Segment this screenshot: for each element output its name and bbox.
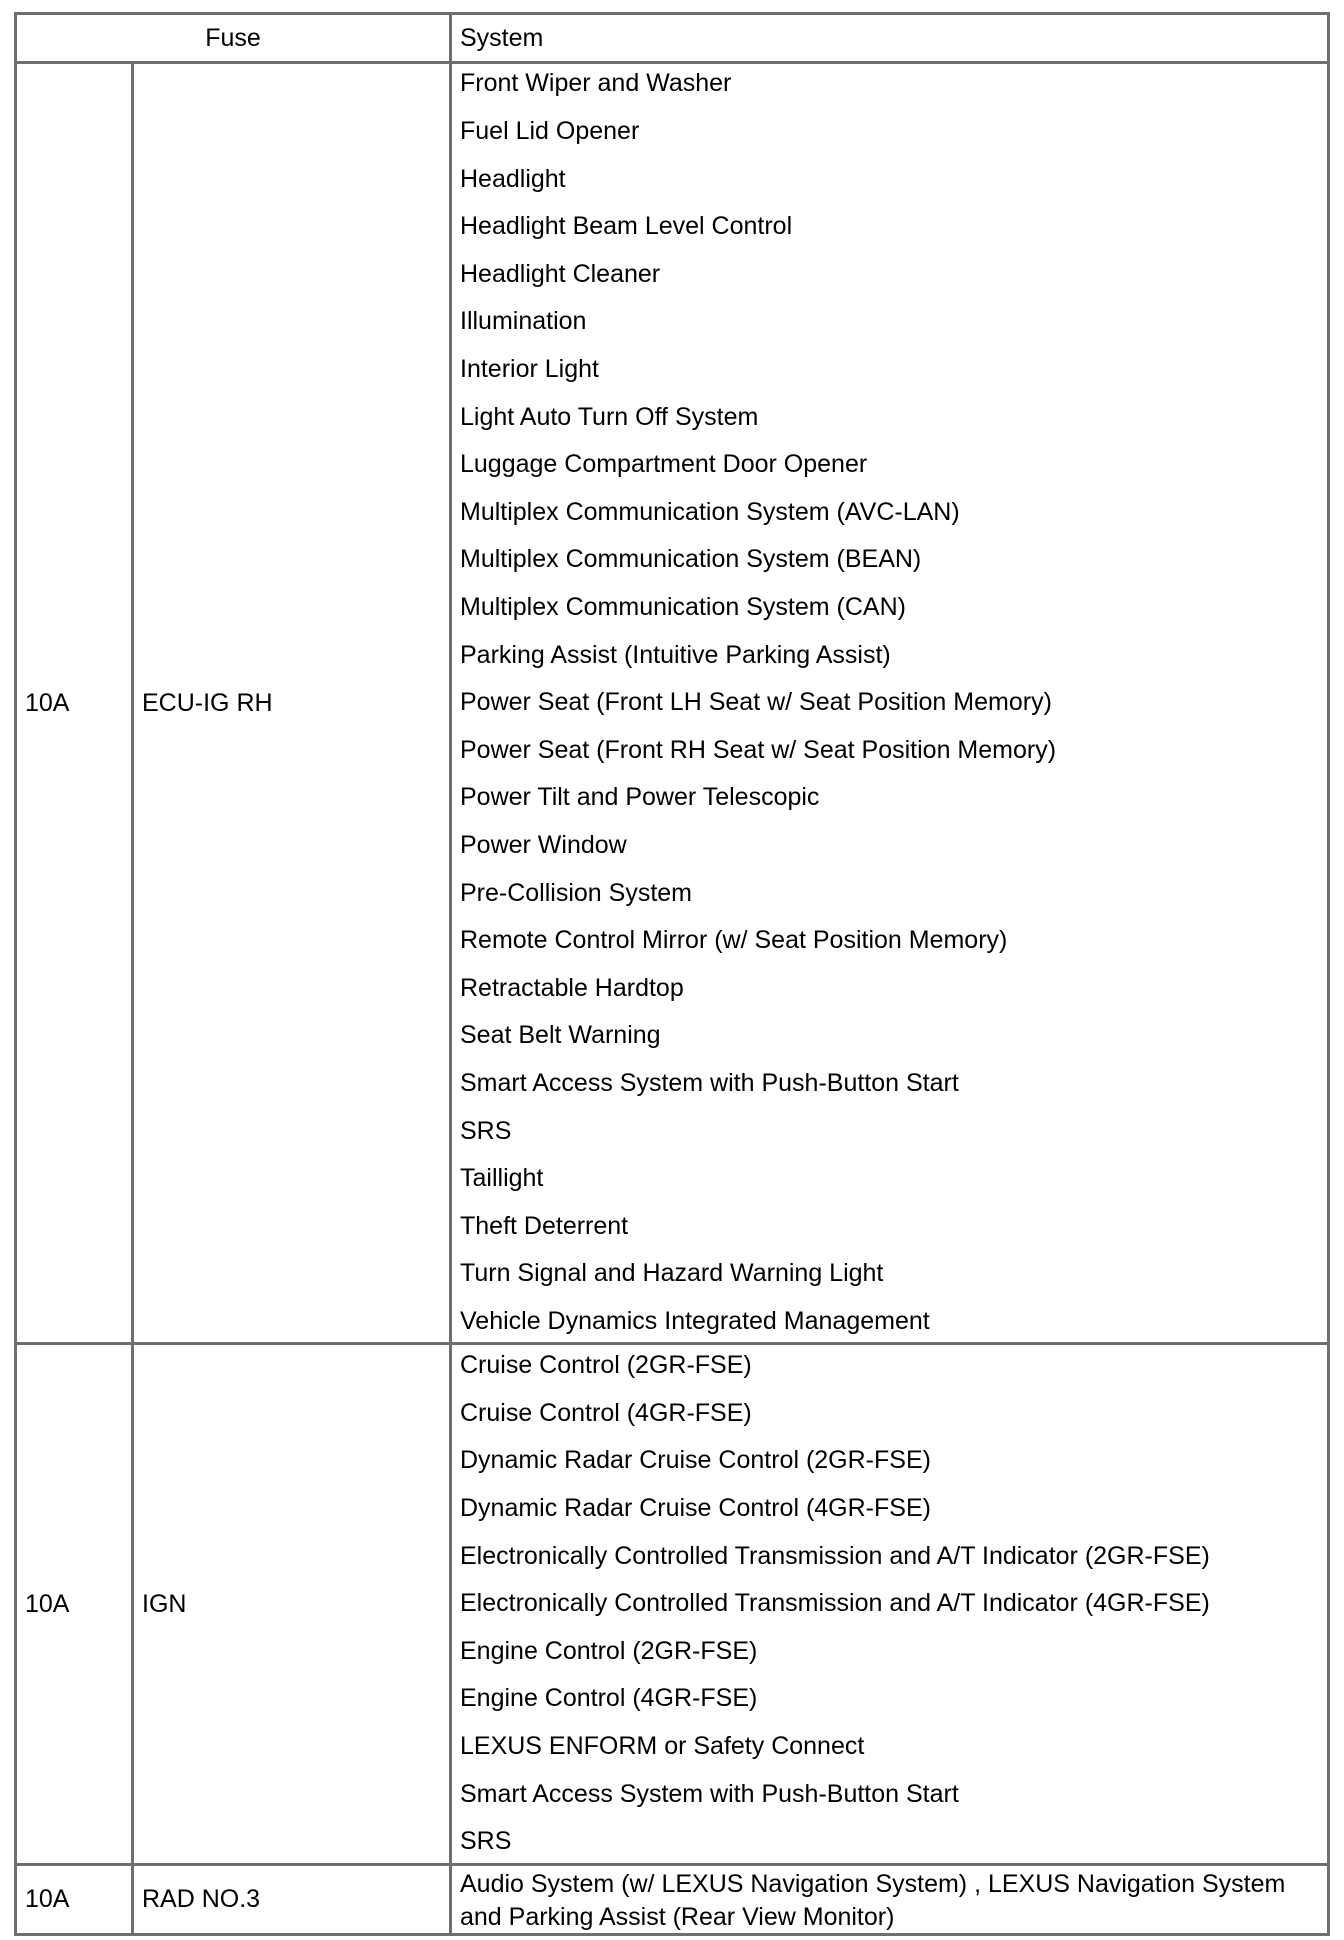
system-item: Luggage Compartment Door Opener — [460, 450, 868, 479]
system-item: Light Auto Turn Off System — [460, 402, 759, 431]
system-item: LEXUS ENFORM or Safety Connect — [460, 1731, 865, 1760]
system-item: Multiplex Communication System (CAN) — [460, 593, 906, 622]
system-item: Turn Signal and Hazard Warning Light — [460, 1259, 884, 1288]
system-item: Front Wiper and Washer — [460, 69, 732, 98]
system-item: Engine Control (2GR-FSE) — [460, 1636, 758, 1665]
system-item: Parking Assist (Intuitive Parking Assist) — [460, 640, 891, 669]
system-item: Dynamic Radar Cruise Control (4GR-FSE) — [460, 1494, 931, 1523]
system-item: Theft Deterrent — [460, 1211, 629, 1240]
fuse-name: ECU-IG RH — [134, 64, 452, 1342]
system-item: Pre-Collision System — [460, 878, 693, 907]
table-row — [17, 1342, 1327, 1863]
system-item: Power Tilt and Power Telescopic — [460, 783, 820, 812]
system-item: Cruise Control (2GR-FSE) — [460, 1351, 752, 1380]
system-item: Power Seat (Front RH Seat w/ Seat Position Memory) — [460, 735, 1057, 764]
system-item: Illumination — [460, 307, 587, 336]
table-row — [17, 1863, 1327, 1933]
system-item: Smart Access System with Push-Button Start — [460, 1068, 959, 1097]
system-item: Headlight Cleaner — [460, 259, 661, 288]
header-fuse: Fuse — [17, 15, 452, 61]
system-item: Taillight — [460, 1164, 544, 1193]
table-body — [17, 61, 1327, 1933]
fuse-amperage: 10A — [17, 1866, 134, 1933]
system-item: Vehicle Dynamics Integrated Management — [460, 1306, 930, 1335]
system-list — [452, 64, 1327, 1342]
system-item: Smart Access System with Push-Button Start — [460, 1779, 959, 1808]
system-item: Dynamic Radar Cruise Control (2GR-FSE) — [460, 1446, 931, 1475]
system-item: Multiplex Communication System (AVC-LAN) — [460, 497, 960, 526]
system-item: Electronically Controlled Transmission and A/T Indicator (4GR-FSE) — [460, 1589, 1210, 1618]
system-item: Headlight — [460, 164, 566, 193]
header-system-label: System — [460, 23, 544, 52]
fuse-table — [14, 12, 1330, 1936]
system-item: Fuel Lid Opener — [460, 117, 640, 146]
system-item: Seat Belt Warning — [460, 1021, 661, 1050]
fuse-name: RAD NO.3 — [134, 1866, 452, 1933]
fuse-amperage: 10A — [17, 1345, 134, 1863]
fuse-amperage: 10A — [17, 64, 134, 1342]
system-item: SRS — [460, 1827, 512, 1856]
system-item: Power Seat (Front LH Seat w/ Seat Position Memory) — [460, 688, 1052, 717]
system-item: Power Window — [460, 830, 627, 859]
system-item: SRS — [460, 1116, 512, 1145]
system-item: Electronically Controlled Transmission and A/T Indicator (2GR-FSE) — [460, 1541, 1210, 1570]
system-list — [452, 1866, 1327, 1933]
system-item: Headlight Beam Level Control — [460, 212, 793, 241]
header-system — [452, 15, 1327, 61]
system-list — [452, 1345, 1327, 1863]
table-header-row — [17, 15, 1327, 61]
system-item: Interior Light — [460, 355, 599, 384]
system-item: Engine Control (4GR-FSE) — [460, 1684, 758, 1713]
system-item: Cruise Control (4GR-FSE) — [460, 1398, 752, 1427]
system-item: Remote Control Mirror (w/ Seat Position Memory) — [460, 926, 1008, 955]
system-item: Retractable Hardtop — [460, 973, 684, 1002]
system-item: Multiplex Communication System (BEAN) — [460, 545, 922, 574]
system-item: Audio System (w/ LEXUS Navigation System) , LEXUS Navigation System and Parking Assist (Rear View Monitor) — [460, 1869, 1286, 1931]
fuse-name: IGN — [134, 1345, 452, 1863]
table-row — [17, 61, 1327, 1342]
